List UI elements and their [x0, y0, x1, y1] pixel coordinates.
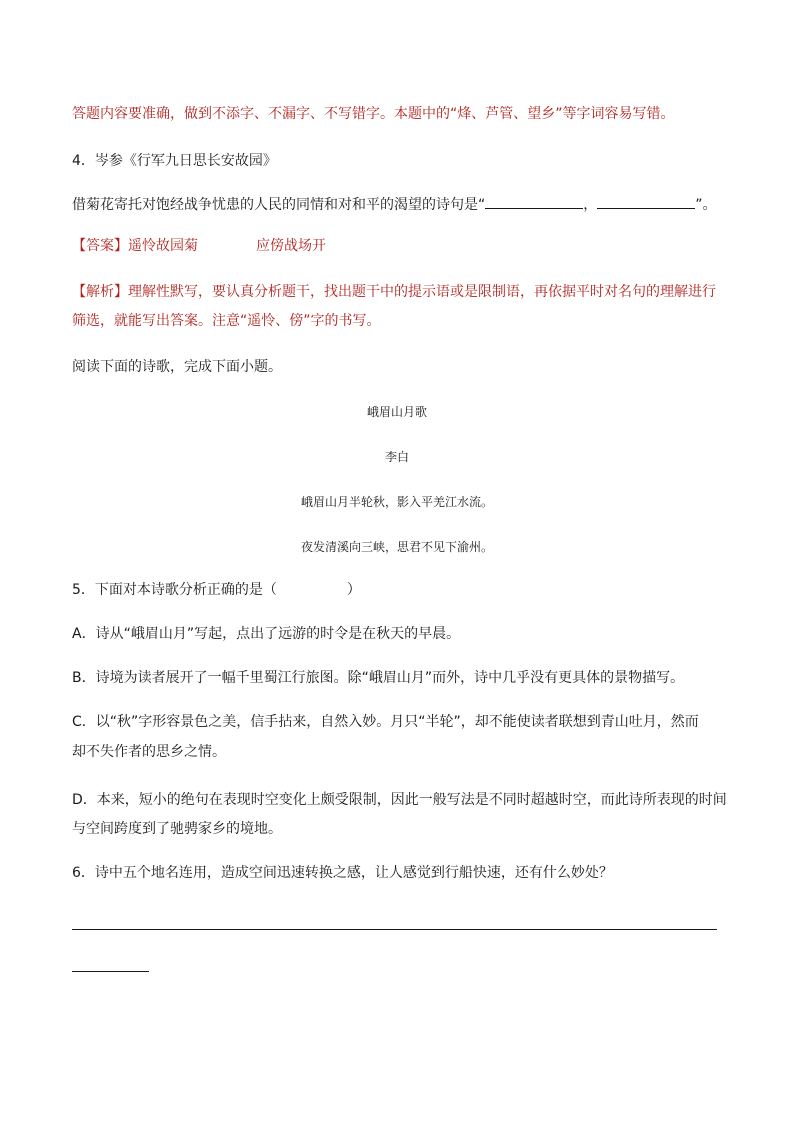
q5-stem-text: 5．下面对本诗歌分析正确的是（: [72, 582, 277, 598]
q5-option-c-line-2: 却不失作者的思乡之情。: [72, 744, 226, 760]
analysis-text-1: 理解性默写，要认真分析题干，找出题干中的提示语或是限制语，再依据平时对名句的理解进行: [128, 284, 716, 300]
q4-blank-1: [485, 194, 583, 209]
poem-title: 峨眉山月歌: [366, 405, 427, 419]
q4-analysis-line-2: 筛选，就能写出答案。注意“遥怜、傍”字的书写。: [72, 313, 381, 329]
q4-blank-2: [597, 194, 695, 209]
q5-stem-close: ）: [346, 582, 361, 598]
analysis-tag: 【解析】: [72, 284, 128, 300]
q6-answer-line-1[interactable]: [72, 929, 717, 930]
q6-answer-line-2[interactable]: [72, 971, 149, 972]
previous-answer-note: 答题内容要准确，做到不添字、不漏字、不写错字。本题中的“烽、芦管、望乡”等字词容易写错。: [72, 106, 675, 122]
q5-option-a: A．诗从“峨眉山月”写起，点出了远游的时令是在秋天的早晨。: [72, 626, 461, 642]
q4-prompt-text: 借菊花寄托对饱经战争忧患的人民的同情和对和平的渴望的诗句是“: [72, 197, 486, 213]
reading-instruction: 阅读下面的诗歌，完成下面小题。: [72, 359, 282, 375]
q4-prompt: [72, 194, 717, 215]
q4-answer: [72, 236, 326, 256]
q5-answer-slot: [277, 580, 347, 594]
q5-option-b: B．诗境为读者展开了一幅千里蜀江行旅图。除“峨眉山月”而外，诗中几乎没有更具体的景物描写。: [72, 670, 685, 686]
poem-line-2: 夜发清溪向三峡，思君不见下渝州。: [300, 540, 493, 554]
q5-option-d-line-2: 与空间跨度到了驰骋家乡的境地。: [72, 821, 282, 837]
q4-prompt-sep: ，: [583, 197, 598, 213]
q6-stem: 6．诗中五个地名连用，造成空间迅速转换之感，让人感觉到行船快速，还有什么妙处？: [72, 865, 613, 881]
q4-analysis-line-1: [72, 282, 716, 302]
q5-stem: [72, 580, 361, 600]
poem-author: 李白: [384, 450, 409, 464]
answer-text-2: 应傍战场开: [256, 238, 326, 254]
q5-option-d-line-1: D．本来，短小的绝句在表现时空变化上颇受限制，因此一般写法是不同时超越时空，而此诗所表现的时间: [72, 792, 727, 808]
answer-text-1: 遥怜故园菊: [128, 238, 198, 254]
q5-option-c-line-1: C．以“秋”字形容景色之美，信手拈来，自然入妙。月只“半轮”，却不能使读者联想到青山吐月，然而: [72, 714, 699, 730]
answer-tag: 【答案】: [72, 238, 128, 254]
q4-prompt-end: ”。: [695, 197, 717, 213]
poem-line-1: 峨眉山月半轮秋，影入平羌江水流。: [300, 495, 493, 509]
q4-title: 4．岑参《行军九日思长安故园》: [72, 153, 277, 169]
